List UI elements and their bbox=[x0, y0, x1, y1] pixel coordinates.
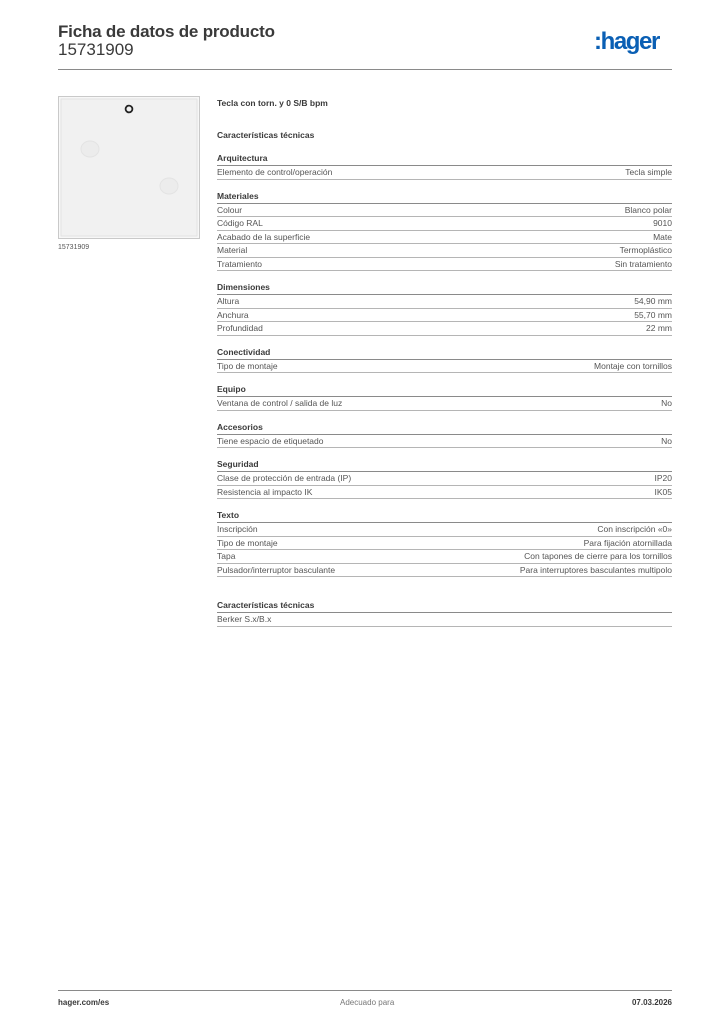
spec-label: Tratamiento bbox=[217, 258, 263, 269]
spec-value: 54,90 mm bbox=[634, 296, 672, 306]
product-image bbox=[58, 96, 200, 239]
footer-website: hager.com/es bbox=[58, 998, 110, 1007]
spec-label: Código RAL bbox=[217, 218, 263, 228]
section-title: Arquitectura bbox=[217, 152, 672, 166]
image-caption: 15731909 bbox=[58, 244, 90, 251]
spec-value: 22 mm bbox=[646, 323, 672, 333]
section-title: Texto bbox=[217, 509, 672, 523]
product-number: 15731909 bbox=[58, 40, 134, 59]
spec-row bbox=[217, 486, 672, 500]
spec-section bbox=[217, 281, 672, 336]
spec-row bbox=[217, 231, 672, 245]
spec-label: Tapa bbox=[217, 551, 236, 561]
spec-value: No bbox=[661, 398, 672, 408]
spec-label: Elemento de control/operación bbox=[217, 167, 333, 177]
spec-value: IK05 bbox=[654, 486, 672, 497]
spec-section bbox=[217, 458, 672, 499]
spec-value: Sin tratamiento bbox=[614, 258, 672, 269]
spec-value: 55,70 mm bbox=[634, 309, 672, 320]
spec-value: Blanco polar bbox=[624, 204, 672, 215]
spec-row bbox=[217, 360, 672, 374]
spec-label: Tipo de montaje bbox=[217, 537, 278, 548]
spec-value: Con tapones de cierre para los tornillos bbox=[524, 551, 672, 561]
spec-row bbox=[217, 204, 672, 218]
footer-divider bbox=[58, 990, 672, 991]
spec-section bbox=[217, 152, 672, 180]
spec-label: Pulsador/interruptor basculante bbox=[217, 564, 336, 575]
section-title: Accesorios bbox=[217, 421, 672, 435]
section-title: Materiales bbox=[217, 190, 672, 204]
spec-label: Anchura bbox=[217, 309, 249, 320]
spec-row bbox=[217, 435, 672, 449]
spec-row bbox=[217, 472, 672, 486]
spec-value: No bbox=[661, 435, 672, 446]
spec-row bbox=[217, 217, 672, 231]
spec-value: Para interruptores basculantes multipolo bbox=[519, 564, 672, 575]
section-title: Características técnicas bbox=[217, 599, 672, 613]
spec-value: 9010 bbox=[653, 218, 672, 228]
spec-label: Ventana de control / salida de luz bbox=[217, 398, 343, 408]
product-name: Tecla con torn. y 0 S/B bpm bbox=[217, 98, 328, 108]
spec-value: Tecla simple bbox=[625, 167, 672, 177]
spec-row bbox=[217, 397, 672, 411]
spec-value: Para fijación atornillada bbox=[583, 537, 672, 548]
spec-section bbox=[217, 190, 672, 272]
spec-section bbox=[217, 421, 672, 449]
footer-center-text: Adecuado para bbox=[340, 998, 395, 1007]
spec-row bbox=[217, 258, 672, 272]
spec-label: Colour bbox=[217, 204, 243, 215]
spec-label: Altura bbox=[217, 296, 240, 306]
spec-row bbox=[217, 322, 672, 336]
section-title: Conectividad bbox=[217, 346, 672, 360]
spec-row bbox=[217, 295, 672, 309]
spec-row bbox=[217, 564, 672, 578]
section-title: Dimensiones bbox=[217, 281, 672, 295]
tech-characteristics-section bbox=[217, 599, 672, 627]
spec-row bbox=[217, 523, 672, 537]
spec-label: Resistencia al impacto IK bbox=[217, 486, 313, 497]
spec-section bbox=[217, 383, 672, 411]
page-title: Ficha de datos de producto bbox=[58, 22, 275, 41]
header-divider bbox=[58, 69, 672, 70]
spec-row bbox=[217, 309, 672, 323]
spec-label: Tiene espacio de etiquetado bbox=[217, 435, 324, 446]
spec-value: Mate bbox=[653, 231, 672, 242]
spec-row bbox=[217, 537, 672, 551]
spec-row bbox=[217, 613, 672, 627]
hager-logo: :hager bbox=[594, 28, 659, 55]
spec-label: Profundidad bbox=[217, 323, 263, 333]
section-title: Seguridad bbox=[217, 458, 672, 472]
spec-sections bbox=[217, 152, 672, 577]
spec-value: Termoplástico bbox=[619, 245, 672, 255]
spec-value: Con inscripción «0» bbox=[597, 524, 672, 534]
spec-label: Berker S.x/B.x bbox=[217, 614, 272, 624]
spec-section bbox=[217, 509, 672, 577]
spec-label: Acabado de la superficie bbox=[217, 231, 311, 242]
switch-cover-illustration bbox=[59, 97, 199, 238]
tech-characteristics-heading: Características técnicas bbox=[217, 130, 315, 140]
spec-label: Clase de protección de entrada (IP) bbox=[217, 473, 352, 483]
spec-label: Material bbox=[217, 245, 248, 255]
spec-row bbox=[217, 550, 672, 564]
spec-value: IP20 bbox=[654, 473, 672, 483]
spec-section bbox=[217, 346, 672, 374]
spec-row bbox=[217, 244, 672, 258]
section-title: Equipo bbox=[217, 383, 672, 397]
spec-row bbox=[217, 166, 672, 180]
footer-date: 07.03.2026 bbox=[631, 998, 672, 1007]
spec-label: Inscripción bbox=[217, 524, 258, 534]
spec-value: Montaje con tornillos bbox=[594, 360, 672, 371]
spec-label: Tipo de montaje bbox=[217, 360, 278, 371]
spec-content bbox=[217, 96, 672, 627]
